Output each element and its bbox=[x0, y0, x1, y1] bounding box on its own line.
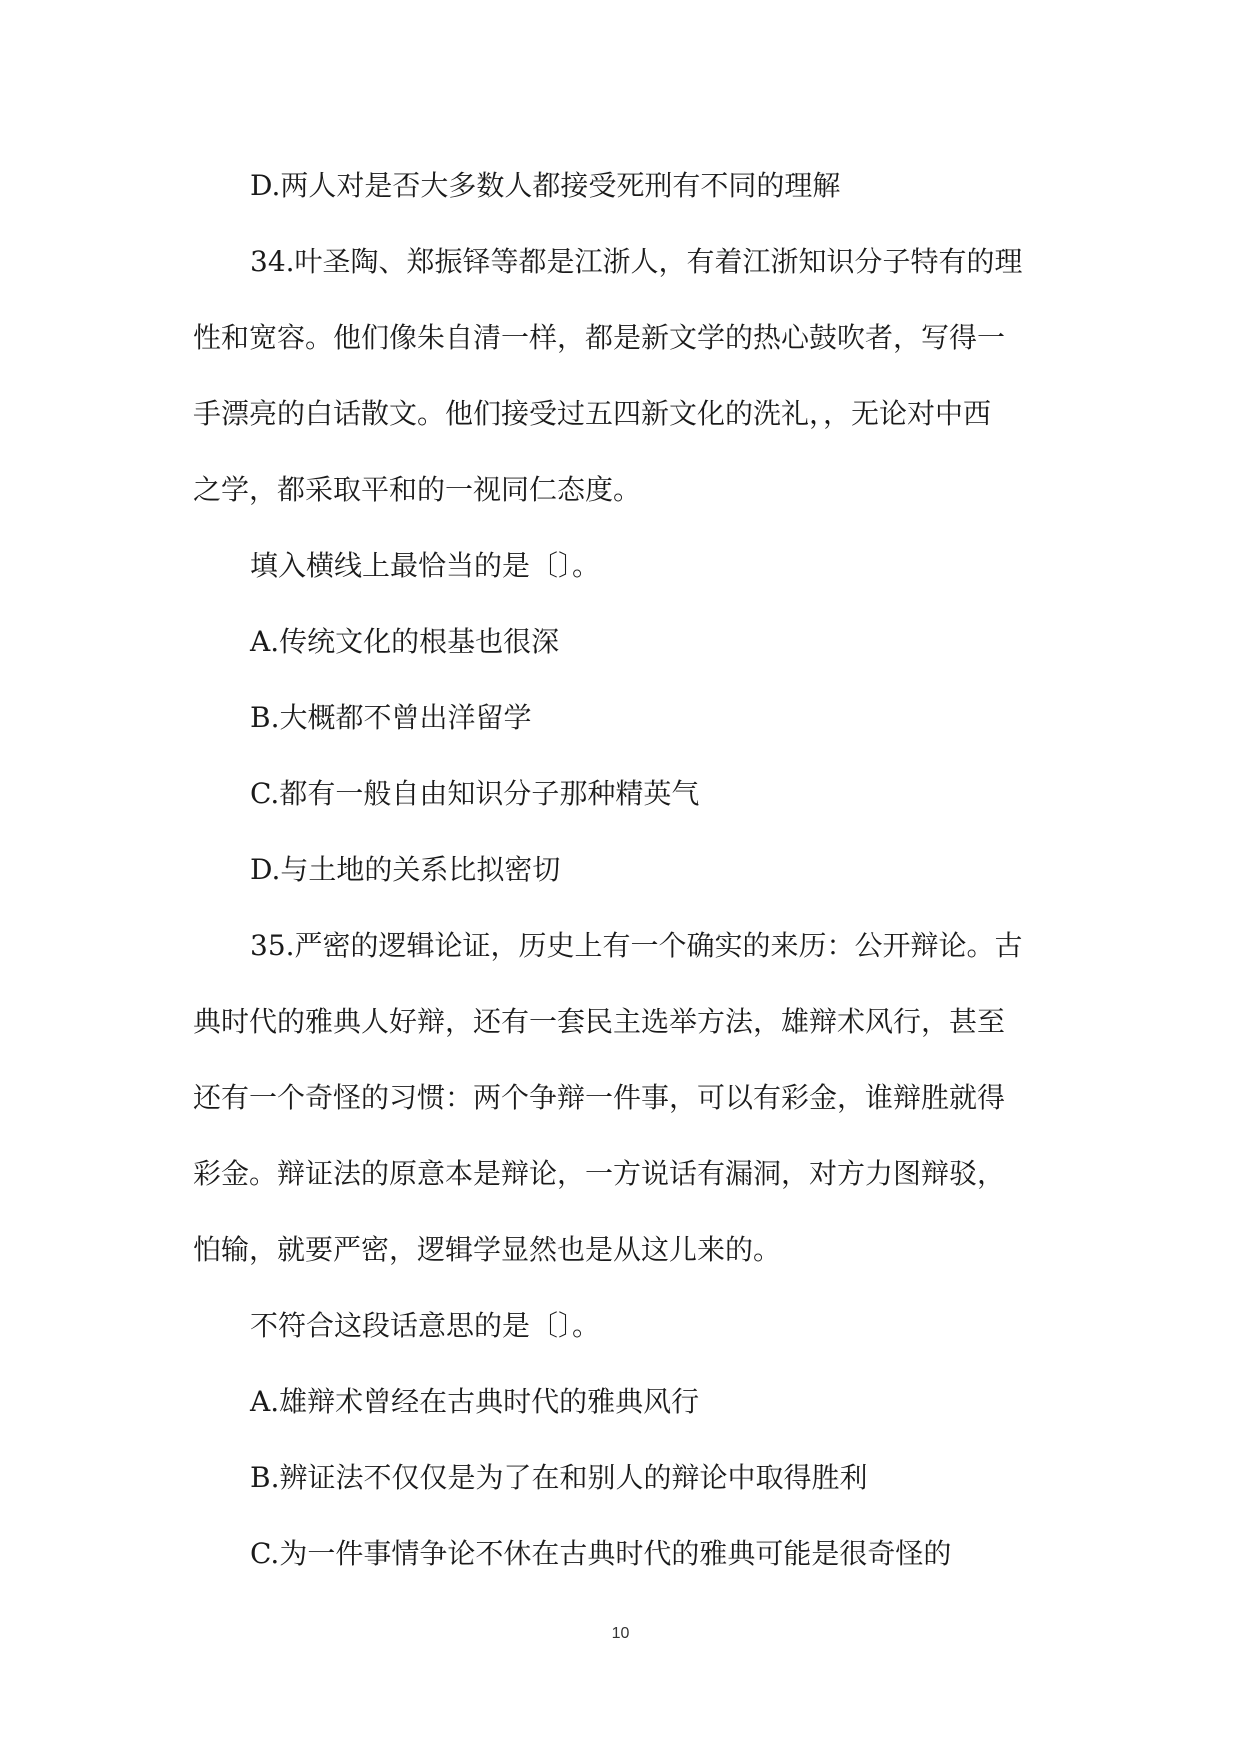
question-34-prompt: 填入横线上最恰当的是〔〕。 bbox=[250, 549, 601, 582]
question-34-paragraph-line: 性和宽容。他们像朱自清一样，都是新文学的热心鼓吹者，写得一 bbox=[193, 321, 1006, 354]
option-d-q33: D.两人对是否大多数人都接受死刑有不同的理解 bbox=[250, 169, 841, 202]
page-body bbox=[193, 148, 1053, 1592]
question-34-option-b: B.大概都不曾出洋留学 bbox=[250, 701, 532, 734]
question-35-paragraph-line: 典时代的雅典人好辩，还有一套民主选举方法，雄辩术风行，甚至 bbox=[193, 1005, 1006, 1038]
question-34-paragraph-line: 手漂亮的白话散文。他们接受过五四新文化的洗礼，，无论对中西 bbox=[193, 397, 992, 430]
question-35-option-b: B.辨证法不仅仅是为了在和别人的辩论中取得胜利 bbox=[250, 1461, 868, 1494]
question-35-paragraph-line: 35.严密的逻辑论证，历史上有一个确实的来历：公开辩论。古 bbox=[250, 929, 1023, 962]
question-35-paragraph-line: 怕输，就要严密，逻辑学显然也是从这儿来的。 bbox=[193, 1233, 782, 1266]
page-number: 10 bbox=[611, 1625, 630, 1642]
question-35-option-a: A.雄辩术曾经在古典时代的雅典风行 bbox=[250, 1385, 700, 1418]
question-35-paragraph-line: 还有一个奇怪的习惯：两个争辩一件事，可以有彩金，谁辩胜就得 bbox=[193, 1081, 1006, 1114]
question-35-paragraph-line: 彩金。辩证法的原意本是辩论，一方说话有漏洞，对方力图辩驳， bbox=[193, 1157, 1006, 1190]
question-35-option-c: C.为一件事情争论不休在古典时代的雅典可能是很奇怪的 bbox=[250, 1537, 952, 1570]
question-35-prompt: 不符合这段话意思的是〔〕。 bbox=[250, 1309, 601, 1342]
question-34-option-d: D.与土地的关系比拟密切 bbox=[250, 853, 561, 886]
question-34-option-c: C.都有一般自由知识分子那种精英气 bbox=[250, 777, 700, 810]
question-34-option-a: A.传统文化的根基也很深 bbox=[250, 625, 560, 658]
question-34-paragraph-line: 之学，都采取平和的一视同仁态度。 bbox=[193, 473, 642, 506]
question-34-paragraph-line: 34.叶圣陶、郑振铎等都是江浙人，有着江浙知识分子特有的理 bbox=[250, 245, 1023, 278]
